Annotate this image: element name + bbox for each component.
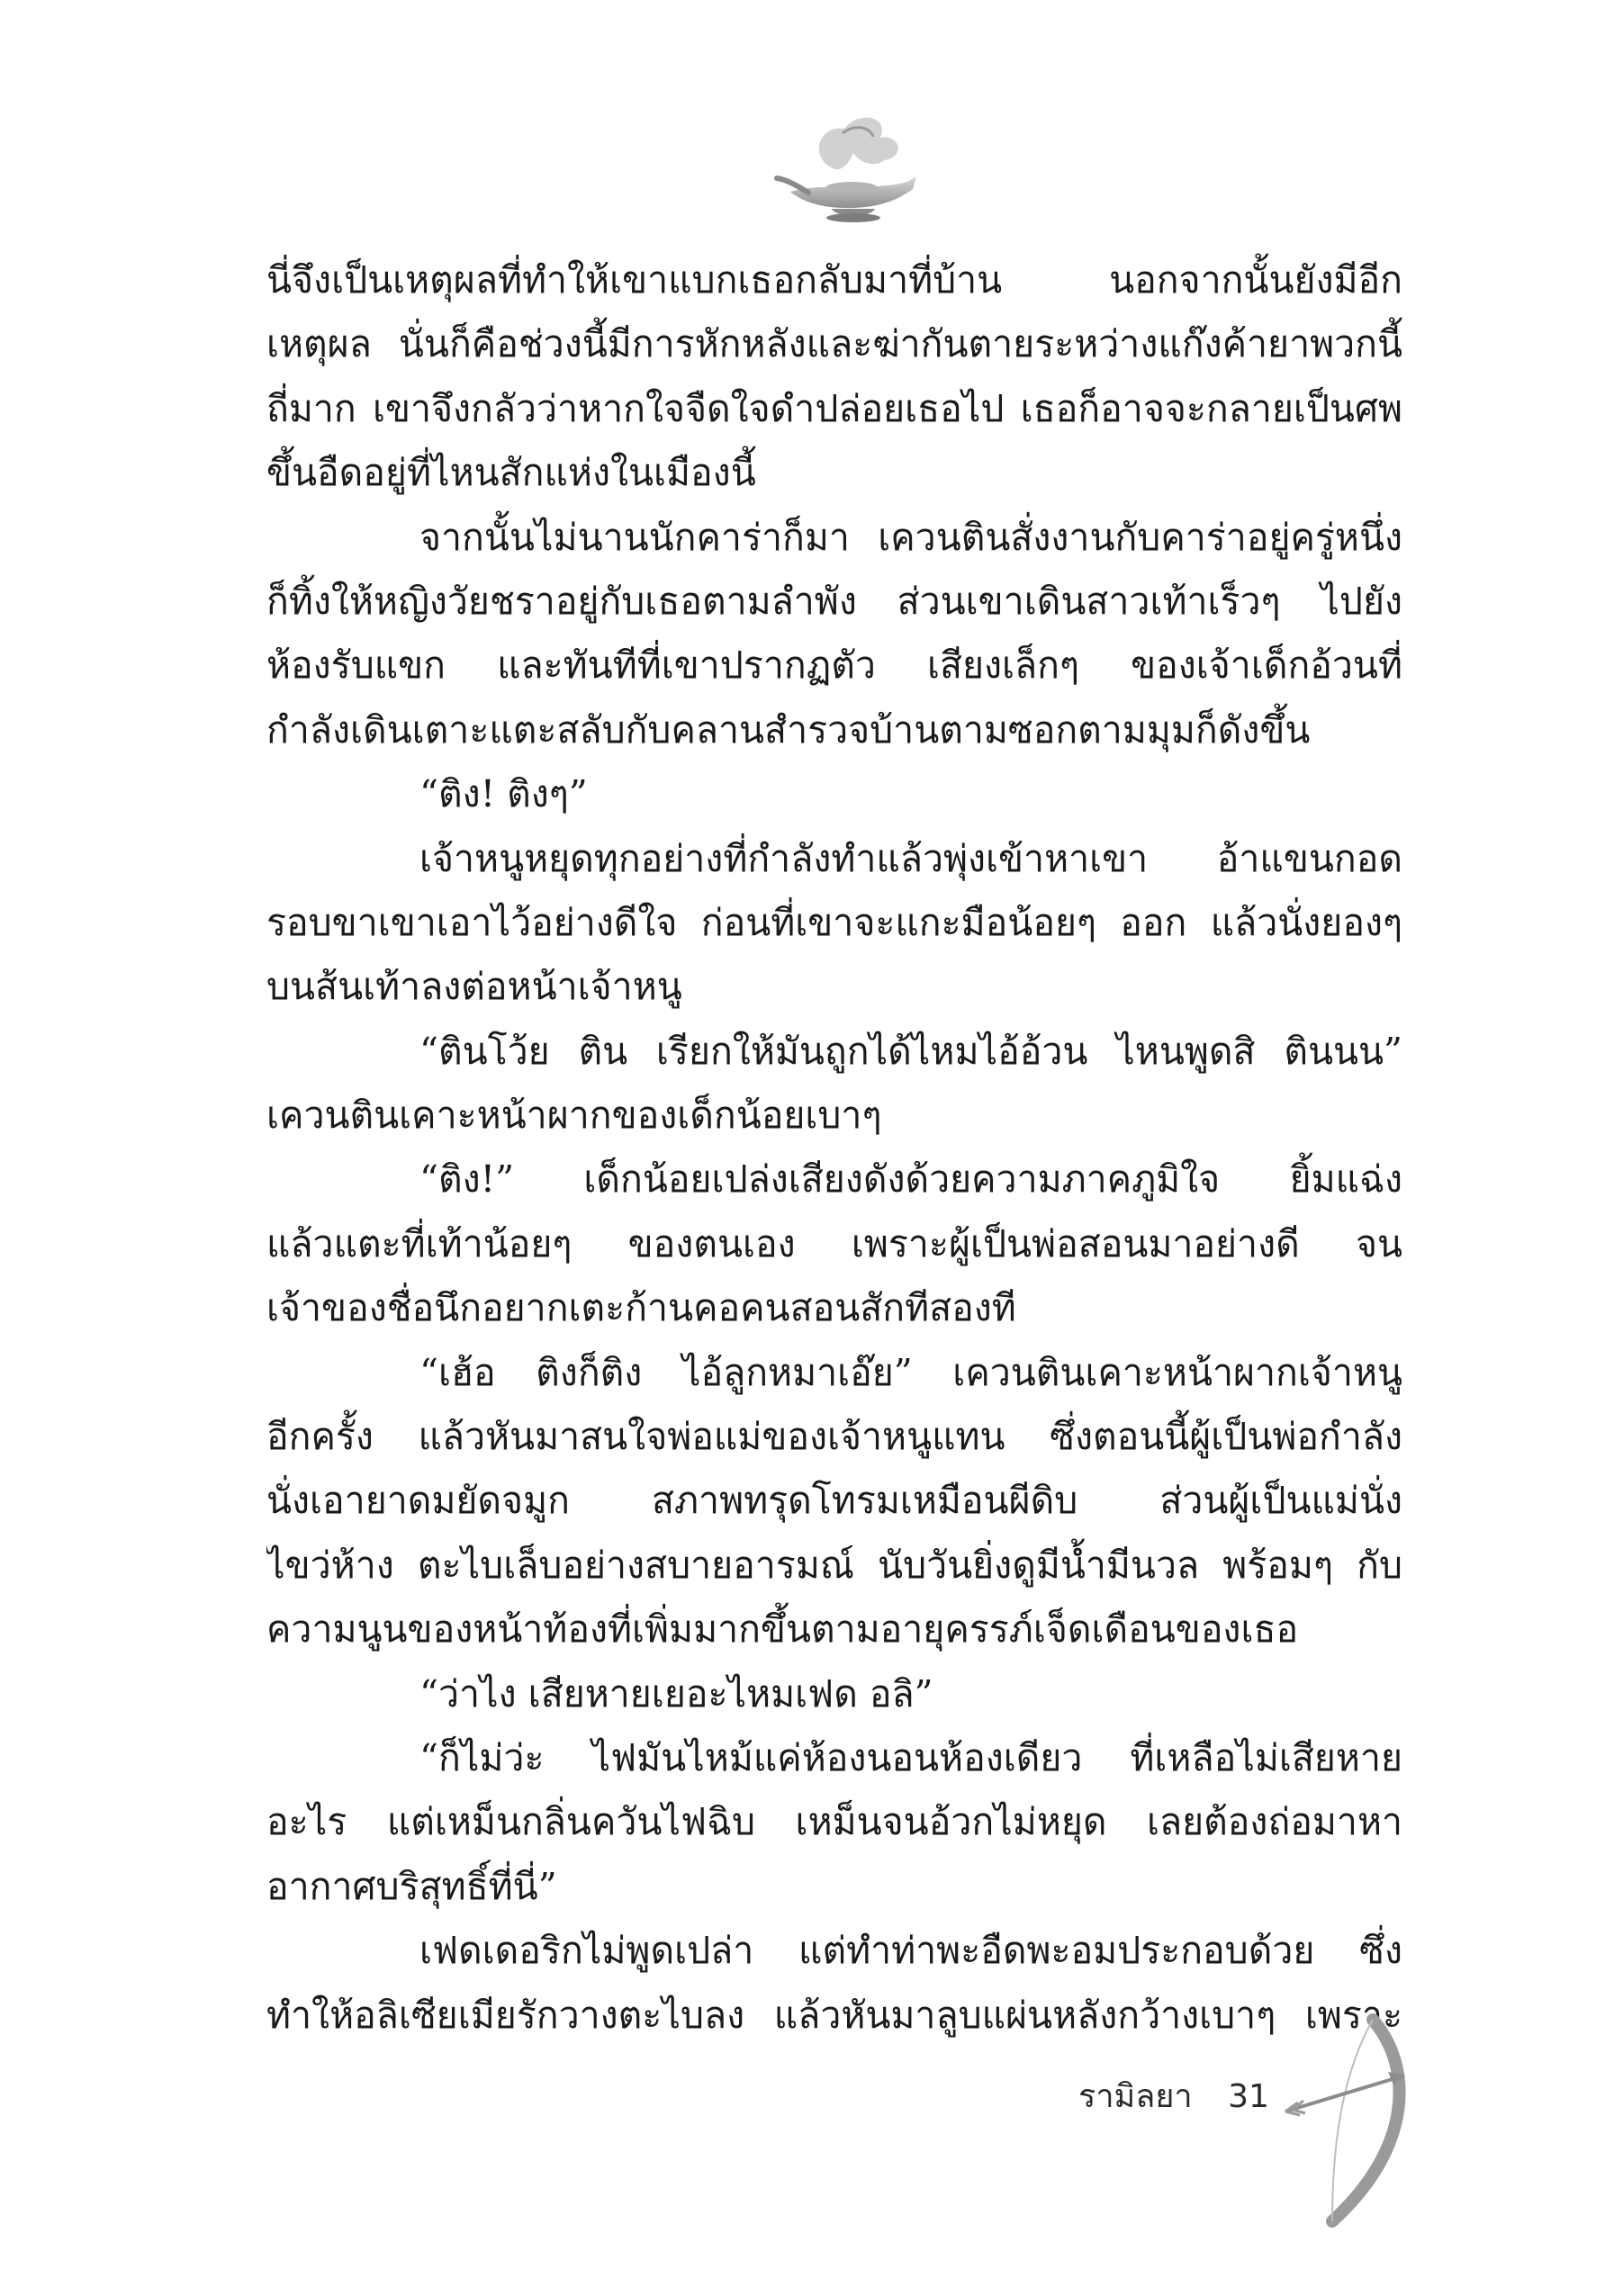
text-line: ห้องรับแขก และทันทีที่เขาปรากฏตัว เสียงเล็กๆ ของเจ้าเด็กอ้วนที่ [266, 644, 1402, 688]
text-line: เหตุผล นั่นก็คือช่วงนี้มีการหักหลังและฆ่ากันตายระหว่างแก๊งค้ายาพวกนี้ [266, 322, 1402, 366]
text-line: เฟดเดอริกไม่พูดเปล่า แต่ทำท่าพะอืดพะอมประกอบด้วย ซึ่ง [419, 1929, 1402, 1973]
text-line: นี่จึงเป็นเหตุผลที่ทำให้เขาแบกเธอกลับมาที่บ้าน นอกจากนั้นยังมีอีก [266, 258, 1402, 302]
text-line: จากนั้นไม่นานนักคาร่าก็มา เควนตินสั่งงานกับคาร่าอยู่ครู่หนึ่ง [419, 515, 1402, 559]
text-line: อีกครั้ง แล้วหันมาสนใจพ่อแม่ของเจ้าหนูแทน ซึ่งตอนนี้ผู้เป็นพ่อกำลัง [266, 1415, 1402, 1459]
text-line: บนส้นเท้าลงต่อหน้าเจ้าหนู [266, 965, 682, 1009]
text-line: “ว่าไง เสียหายเยอะไหมเฟด อลิ” [419, 1671, 933, 1715]
bow-and-arrow-icon [1278, 2012, 1413, 2228]
text-line: เจ้าหนูหยุดทุกอย่างที่กำลังทำแล้วพุ่งเข้าหาเขา อ้าแขนกอด [419, 836, 1402, 880]
text-line: “ติง!” เด็กน้อยเปล่งเสียงดังด้วยความภาคภูมิใจ ยิ้มแฉ่ง [419, 1157, 1402, 1202]
text-line: อะไร แต่เหม็นกลิ่นควันไฟฉิบ เหม็นจนอ้วกไม่หยุด เลยต้องถ่อมาหา [266, 1800, 1402, 1844]
text-line: “ก็ไม่ว่ะ ไฟมันไหม้แค่ห้องนอนห้องเดียว ที่เหลือไม่เสียหาย [419, 1735, 1402, 1779]
text-line: ทำให้อลิเซียเมียรักวางตะไบลง แล้วหันมาลูบแผ่นหลังกว้างเบาๆ เพราะ [266, 1993, 1402, 2037]
text-line: รอบขาเขาเอาไว้อย่างดีใจ ก่อนที่เขาจะแกะมือน้อยๆ ออก แล้วนั่งยองๆ [266, 900, 1402, 944]
text-line: ความนูนของหน้าท้องที่เพิ่มมากขึ้นตามอายุครรภ์เจ็ดเดือนของเธอ [266, 1607, 1299, 1652]
text-line: ถี่มาก เขาจึงกลัวว่าหากใจจืดใจดำปล่อยเธอไป เธอก็อาจจะกลายเป็นศพ [266, 386, 1402, 430]
text-line: แล้วแตะที่เท้าน้อยๆ ของตนเอง เพราะผู้เป็นพ่อสอนมาอย่างดี จน [266, 1221, 1402, 1265]
text-line: นั่งเอายาดมยัดจมูก สภาพทรุดโทรมเหมือนผีดิบ ส่วนผู้เป็นแม่นั่ง [266, 1479, 1402, 1523]
body-text [266, 248, 1402, 2048]
text-line: “ตินโว้ย ติน เรียกให้มันถูกได้ไหมไอ้อ้วน ไหนพูดสิ ตินนน” [419, 1029, 1402, 1073]
text-line: กำลังเดินเตาะแตะสลับกับคลานสำรวจบ้านตามซอกตามมุมก็ดังขึ้น [266, 707, 1311, 752]
text-line: ไขว่ห้าง ตะไบเล็บอย่างสบายอารมณ์ นับวันยิ่งดูมีน้ำมีนวล พร้อมๆ กับ [266, 1543, 1402, 1587]
text-line: “ติง! ติงๆ” [419, 772, 588, 816]
magic-lamp-icon [772, 106, 927, 232]
text-line: เจ้าของชื่อนึกอยากเตะก้านคอคนสอนสักทีสองที [266, 1286, 1016, 1330]
text-line: ก็ทิ้งให้หญิงวัยชราอยู่กับเธอตามลำพัง ส่วนเขาเดินสาวเท้าเร็วๆ ไปยัง [266, 579, 1402, 623]
text-line: “เฮ้อ ติงก็ติง ไอ้ลูกหมาเอ๊ย” เควนตินเคาะหน้าผากเจ้าหนู [419, 1350, 1402, 1394]
text-line: เควนตินเคาะหน้าผากของเด็กน้อยเบาๆ [266, 1094, 882, 1138]
text-line: อากาศบริสุทธิ์ที่นี่” [266, 1864, 557, 1908]
text-line: ขึ้นอืดอยู่ที่ไหนสักแห่งในเมืองนี้ [266, 451, 756, 495]
page-number: 31 [1228, 2078, 1269, 2115]
footer-book-title: รามิลยา [1078, 2078, 1193, 2115]
page-footer [1078, 2070, 1269, 2121]
